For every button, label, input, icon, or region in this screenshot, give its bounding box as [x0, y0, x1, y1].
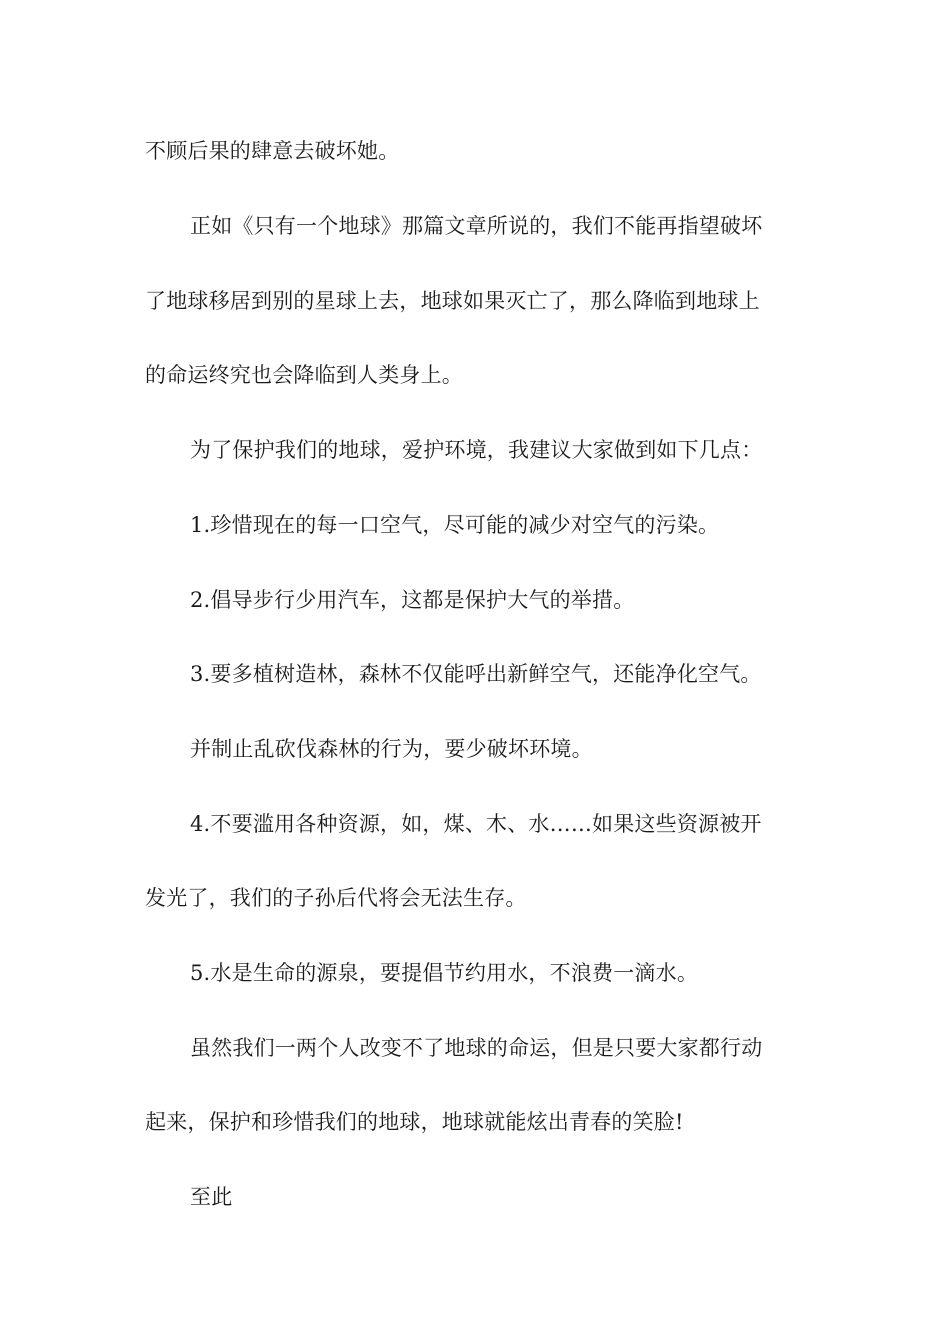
paragraph-line: 并制止乱砍伐森林的行为，要少破坏环境。	[190, 737, 593, 761]
list-item: 2.倡导步行少用汽车，这都是保护大气的举措。	[190, 588, 635, 612]
list-item: 3.要多植树造林，森林不仅能呼出新鲜空气，还能净化空气。	[190, 662, 762, 686]
list-item: 4.不要滥用各种资源，如，煤、木、水……如果这些资源被开	[190, 812, 762, 836]
list-item: 1.珍惜现在的每一口空气，尽可能的减少对空气的污染。	[190, 513, 720, 537]
text-line: 起来，保护和珍惜我们的地球，地球就能炫出青春的笑脸!	[145, 1110, 684, 1134]
paragraph-line: 正如《只有一个地球》那篇文章所说的，我们不能再指望破坏	[190, 214, 763, 238]
paragraph-line: 为了保护我们的地球，爱护环境，我建议大家做到如下几点：	[190, 438, 763, 462]
text-line: 了地球移居到别的星球上去，地球如果灭亡了，那么降临到地球上	[145, 289, 760, 313]
text-line: 不顾后果的肆意去破坏她。	[145, 139, 400, 163]
paragraph-line: 虽然我们一两个人改变不了地球的命运，但是只要大家都行动	[190, 1036, 763, 1060]
text-line: 发光了，我们的子孙后代将会无法生存。	[145, 886, 527, 910]
list-item: 5.水是生命的源泉，要提倡节约用水，不浪费一滴水。	[190, 961, 699, 985]
paragraph-line: 至此	[190, 1185, 233, 1209]
text-line: 的命运终究也会降临到人类身上。	[145, 363, 463, 387]
